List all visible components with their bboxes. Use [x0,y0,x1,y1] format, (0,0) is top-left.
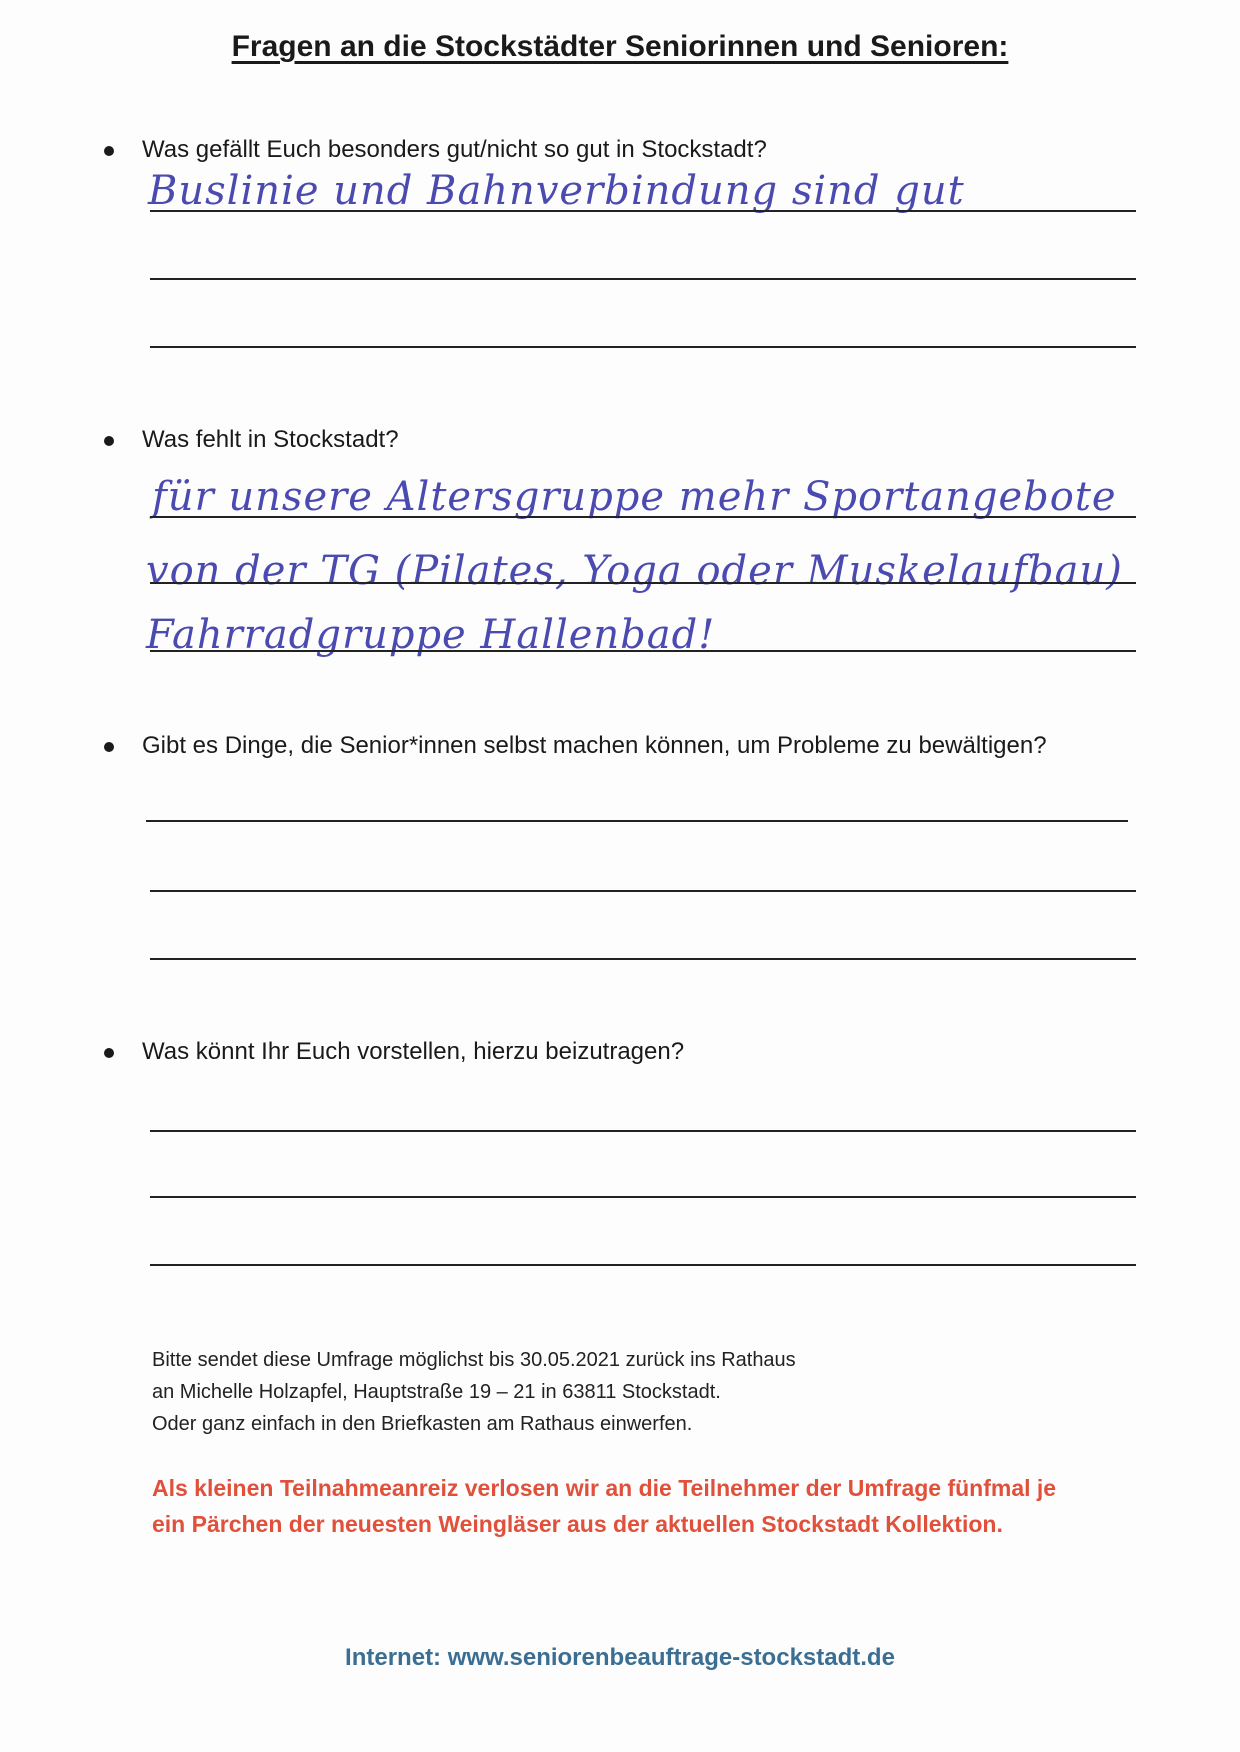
answer-2-line-2: von der TG (Pilates, Yoga oder Muskelaufbau) [146,548,1123,594]
return-instructions-line-3: Oder ganz einfach in den Briefkasten am Rathaus einwerfen. [152,1413,693,1435]
incentive-notice-line-1: Als kleinen Teilnahmeanreiz verlosen wir an die Teilnehmer der Umfrage fünfmal je [152,1475,1057,1501]
question-4 [104,1038,684,1066]
bullet-icon [104,146,114,156]
answer-line [150,346,1136,348]
question-3 [104,732,1047,760]
incentive-notice-line-2: ein Pärchen der neuesten Weingläser aus der aktuellen Stockstadt Kollektion. [152,1511,1003,1537]
answer-line [150,890,1136,892]
answer-line [150,582,1136,584]
question-2 [104,426,399,454]
answer-line [150,958,1136,960]
answer-line [150,278,1136,280]
question-4-text: Was könnt Ihr Euch vorstellen, hierzu beizutragen? [142,1038,685,1065]
answer-line [146,820,1128,822]
question-2-text: Was fehlt in Stockstadt? [142,426,399,453]
return-instructions-line-1: Bitte sendet diese Umfrage möglichst bis 30.05.2021 zurück ins Rathaus [152,1349,796,1371]
answer-line [150,650,1136,652]
website-link[interactable]: Internet: www.seniorenbeauftrage-stockstadt.de [345,1644,895,1671]
bullet-icon [104,742,114,752]
question-3-text: Gibt es Dinge, die Senior*innen selbst machen können, um Probleme zu bewältigen? [142,732,1047,759]
answer-line [150,516,1136,518]
question-1-text: Was gefällt Euch besonders gut/nicht so gut in Stockstadt? [142,136,767,163]
bullet-icon [104,436,114,446]
answer-line [150,1264,1136,1266]
return-instructions-line-2: an Michelle Holzapfel, Hauptstraße 19 – 21 in 63811 Stockstadt. [152,1381,721,1403]
answer-1-line-1: Buslinie und Bahnverbindung sind gut [148,168,965,214]
answer-2-line-3: Fahrradgruppe Hallenbad! [146,612,716,658]
bullet-icon [104,1048,114,1058]
answer-2-line-1: für unsere Altersgruppe mehr Sportangebote [152,474,1117,520]
return-instructions [152,1344,796,1440]
answer-line [150,210,1136,212]
incentive-notice [152,1470,1172,1542]
question-1 [104,136,767,164]
page-title: Fragen an die Stockstädter Seniorinnen und Senioren: [231,30,1009,63]
answer-line [150,1196,1136,1198]
answer-line [150,1130,1136,1132]
